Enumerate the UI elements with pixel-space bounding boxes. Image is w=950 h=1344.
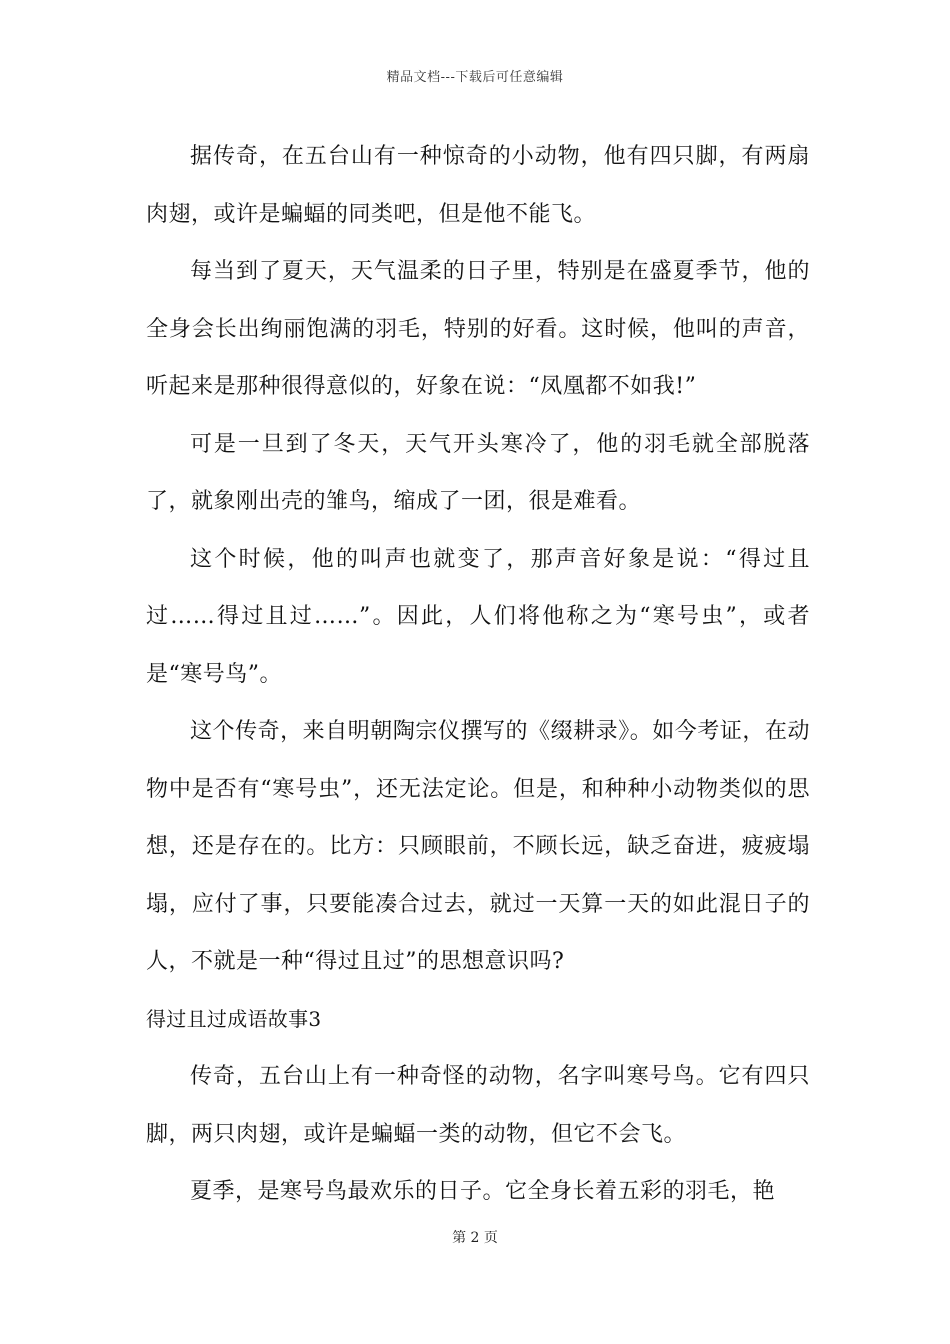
document-body — [146, 128, 810, 1221]
section-heading: 得过且过成语故事3 — [146, 1006, 322, 1031]
page-number: 第 2 页 — [452, 1230, 498, 1246]
paragraph: 据传奇，在五台山有一种惊奇的小动物，他有四只脚，有两扇肉翅，或许是蝙蝠的同类吧，但是他不能飞。 — [146, 144, 810, 227]
paragraph: 这个传奇，来自明朝陶宗仪撰写的《缀耕录》。如今考证，在动物中是否有“寒号虫”，还无法定论。但是，和种种小动物类似的思想，还是存在的。比方：只顾眼前，不顾长远，缺乏奋进，疲疲塌塌，应付了事，只要能凑合过去，就过一天算一天的如此混日子的人，不就是一种“得过且过”的思想意识吗? — [146, 719, 810, 974]
paragraph: 传奇，五台山上有一种奇怪的动物，名字叫寒号鸟。它有四只脚，两只肉翅，或许是蝙蝠一类的动物，但它不会飞。 — [146, 1064, 810, 1147]
paragraph: 夏季，是寒号鸟最欢乐的日子。它全身长着五彩的羽毛，艳 — [190, 1179, 776, 1204]
paragraph: 这个时候，他的叫声也就变了，那声音好象是说：“得过且过……得过且过……”。因此，人们将他称之为“寒号虫”，或者是“寒号鸟”。 — [146, 546, 810, 687]
paragraph: 每当到了夏天，天气温柔的日子里，特别是在盛夏季节，他的全身会长出绚丽饱满的羽毛，特别的好看。这时候，他叫的声音，听起来是那种很得意似的，好象在说：“凤凰都不如我!” — [146, 259, 810, 399]
paragraph: 可是一旦到了冬天，天气开头寒冷了，他的羽毛就全部脱落了，就象刚出壳的雏鸟，缩成了一团，很是难看。 — [146, 431, 810, 514]
page-header: 精品文档---下载后可任意编辑 — [386, 70, 564, 85]
